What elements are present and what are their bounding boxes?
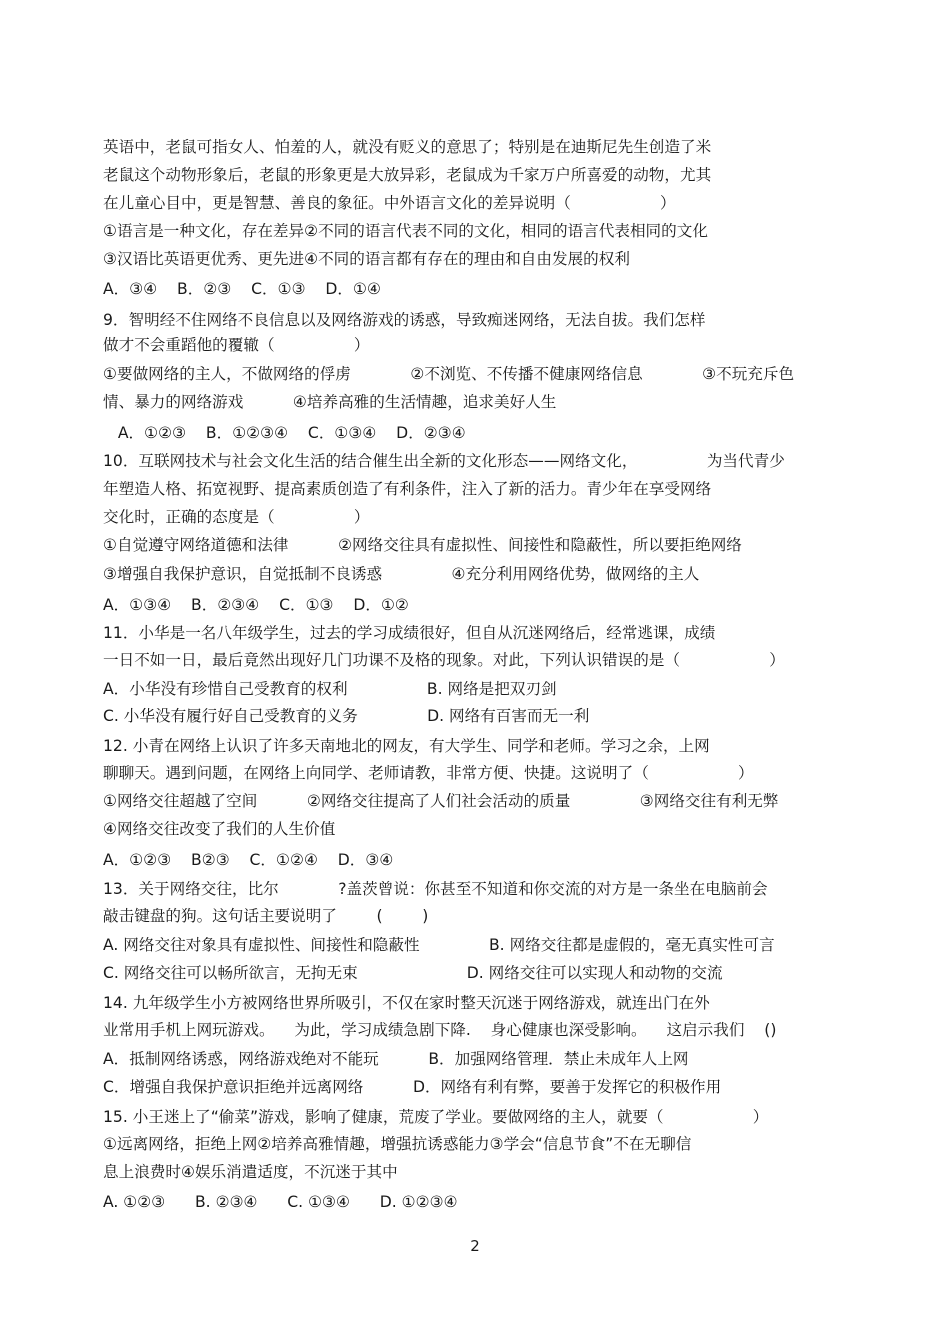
text-line: 10．互联网技术与社会文化生活的结合催生出全新的文化形态——网络文化， 为当代青少 [103,452,785,470]
text-line: 做才不会重蹈他的覆辙（ ） [103,336,370,354]
text-line: ①语言是一种文化，存在差异②不同的语言代表不同的文化，相同的语言代表相同的文化 [103,222,708,240]
text-line: 聊聊天。遇到问题，在网络上向同学、老师请教，非常方便、快捷。这说明了（ ） [103,764,754,782]
text-line: A．③④ B．②③ C．①③ D．①④ [103,280,381,298]
text-line: 年塑造人格、拓宽视野、提高素质创造了有利条件，注入了新的活力。青少年在享受网络 [103,480,712,498]
text-line: 情、暴力的网络游戏 ④培养高雅的生活情趣，追求美好人生 [103,393,557,411]
text-line: 敲击键盘的狗。这句话主要说明了 ( ) [103,907,429,925]
text-line: 12. 小青在网络上认识了许多天南地北的网友，有大学生、同学和老师。学习之余，上网 [103,737,710,755]
text-line: 9．智明经不住网络不良信息以及网络游戏的诱惑，导致痴迷网络，无法自拔。我们怎样 [103,311,706,329]
text-line: A．①②③ B②③ C．①②④ D．③④ [103,851,394,869]
text-line: 老鼠这个动物形象后，老鼠的形象更是大放异彩，老鼠成为千家万户所喜爱的动物，尤其 [103,166,712,184]
text-line: ①网络交往超越了空间 ②网络交往提高了人们社会活动的质量 ③网络交往有利无弊 [103,792,779,810]
text-line: 14. 九年级学生小方被网络世界所吸引，不仅在家时整天沉迷于网络游戏，就连出门在外 [103,994,710,1012]
text-line: 英语中，老鼠可指女人、怕羞的人，就没有贬义的意思了；特别是在迪斯尼先生创造了米 [103,138,712,156]
text-line: ①自觉遵守网络道德和法律 ②网络交往具有虚拟性、间接性和隐蔽性，所以要拒绝网络 [103,536,742,554]
page-number: 2 [470,1237,480,1255]
text-line: A．小华没有珍惜自己受教育的权利 B. 网络是把双刃剑 [103,680,557,698]
text-line: ③汉语比英语更优秀、更先进④不同的语言都有存在的理由和自由发展的权利 [103,250,630,268]
text-line: 息上浪费时④娱乐消遣适度，不沉迷于其中 [103,1163,398,1181]
text-line: 13．关于网络交往，比尔 ?盖茨曾说：你甚至不知道和你交流的对方是一条坐在电脑前会 [103,880,768,898]
text-line: A．①②③ B．①②③④ C．①③④ D．②③④ [103,424,466,442]
text-line: ③增强自我保护意识，自觉抵制不良诱惑 ④充分利用网络优势，做网络的主人 [103,565,700,583]
text-line: 11．小华是一名八年级学生，过去的学习成绩很好，但自从沉迷网络后，经常逃课，成绩 [103,624,716,642]
text-line: 15. 小王迷上了“偷菜”游戏，影响了健康，荒废了学业。要做网络的主人，就要（ ） [103,1108,769,1126]
text-line: C. 网络交往可以畅所欲言，无拘无束 D. 网络交往可以实现人和动物的交流 [103,964,723,982]
text-line: C. 小华没有履行好自己受教育的义务 D. 网络有百害而无一利 [103,707,590,725]
text-line: A．抵制网络诱惑，网络游戏绝对不能玩 B．加强网络管理．禁止未成年人上网 [103,1050,689,1068]
text-line: C．增强自我保护意识拒绝并远离网络 D．网络有利有弊，要善于发挥它的积极作用 [103,1078,722,1096]
text-line: A. ①②③ B. ②③④ C. ①③④ D. ①②③④ [103,1193,458,1211]
text-line: A．①③④ B．②③④ C．①③ D．①② [103,596,409,614]
text-line: ④网络交往改变了我们的人生价值 [103,820,336,838]
text-line: 交化时，正确的态度是（ ） [103,508,370,526]
text-line: ①要做网络的主人，不做网络的俘虏 ②不浏览、不传播不健康网络信息 ③不玩充斥色 [103,365,795,383]
text-line: 业常用手机上网玩游戏。 为此，学习成绩急剧下降. 身心健康也深受影响。 这启示我们 () [103,1021,777,1039]
text-line: ①远离网络，拒绝上网②培养高雅情趣，增强抗诱惑能力③学会“信息节食”不在无聊信 [103,1135,692,1153]
text-line: 一日不如一日，最后竟然出现好几门功课不及格的现象。对此，下列认识错误的是（ ） [103,651,785,669]
text-line: 在儿童心目中，更是智慧、善良的象征。中外语言文化的差异说明（ ） [103,194,676,212]
text-line: A. 网络交往对象具有虚拟性、间接性和隐蔽性 B. 网络交往都是虚假的，毫无真实性可言 [103,936,775,954]
